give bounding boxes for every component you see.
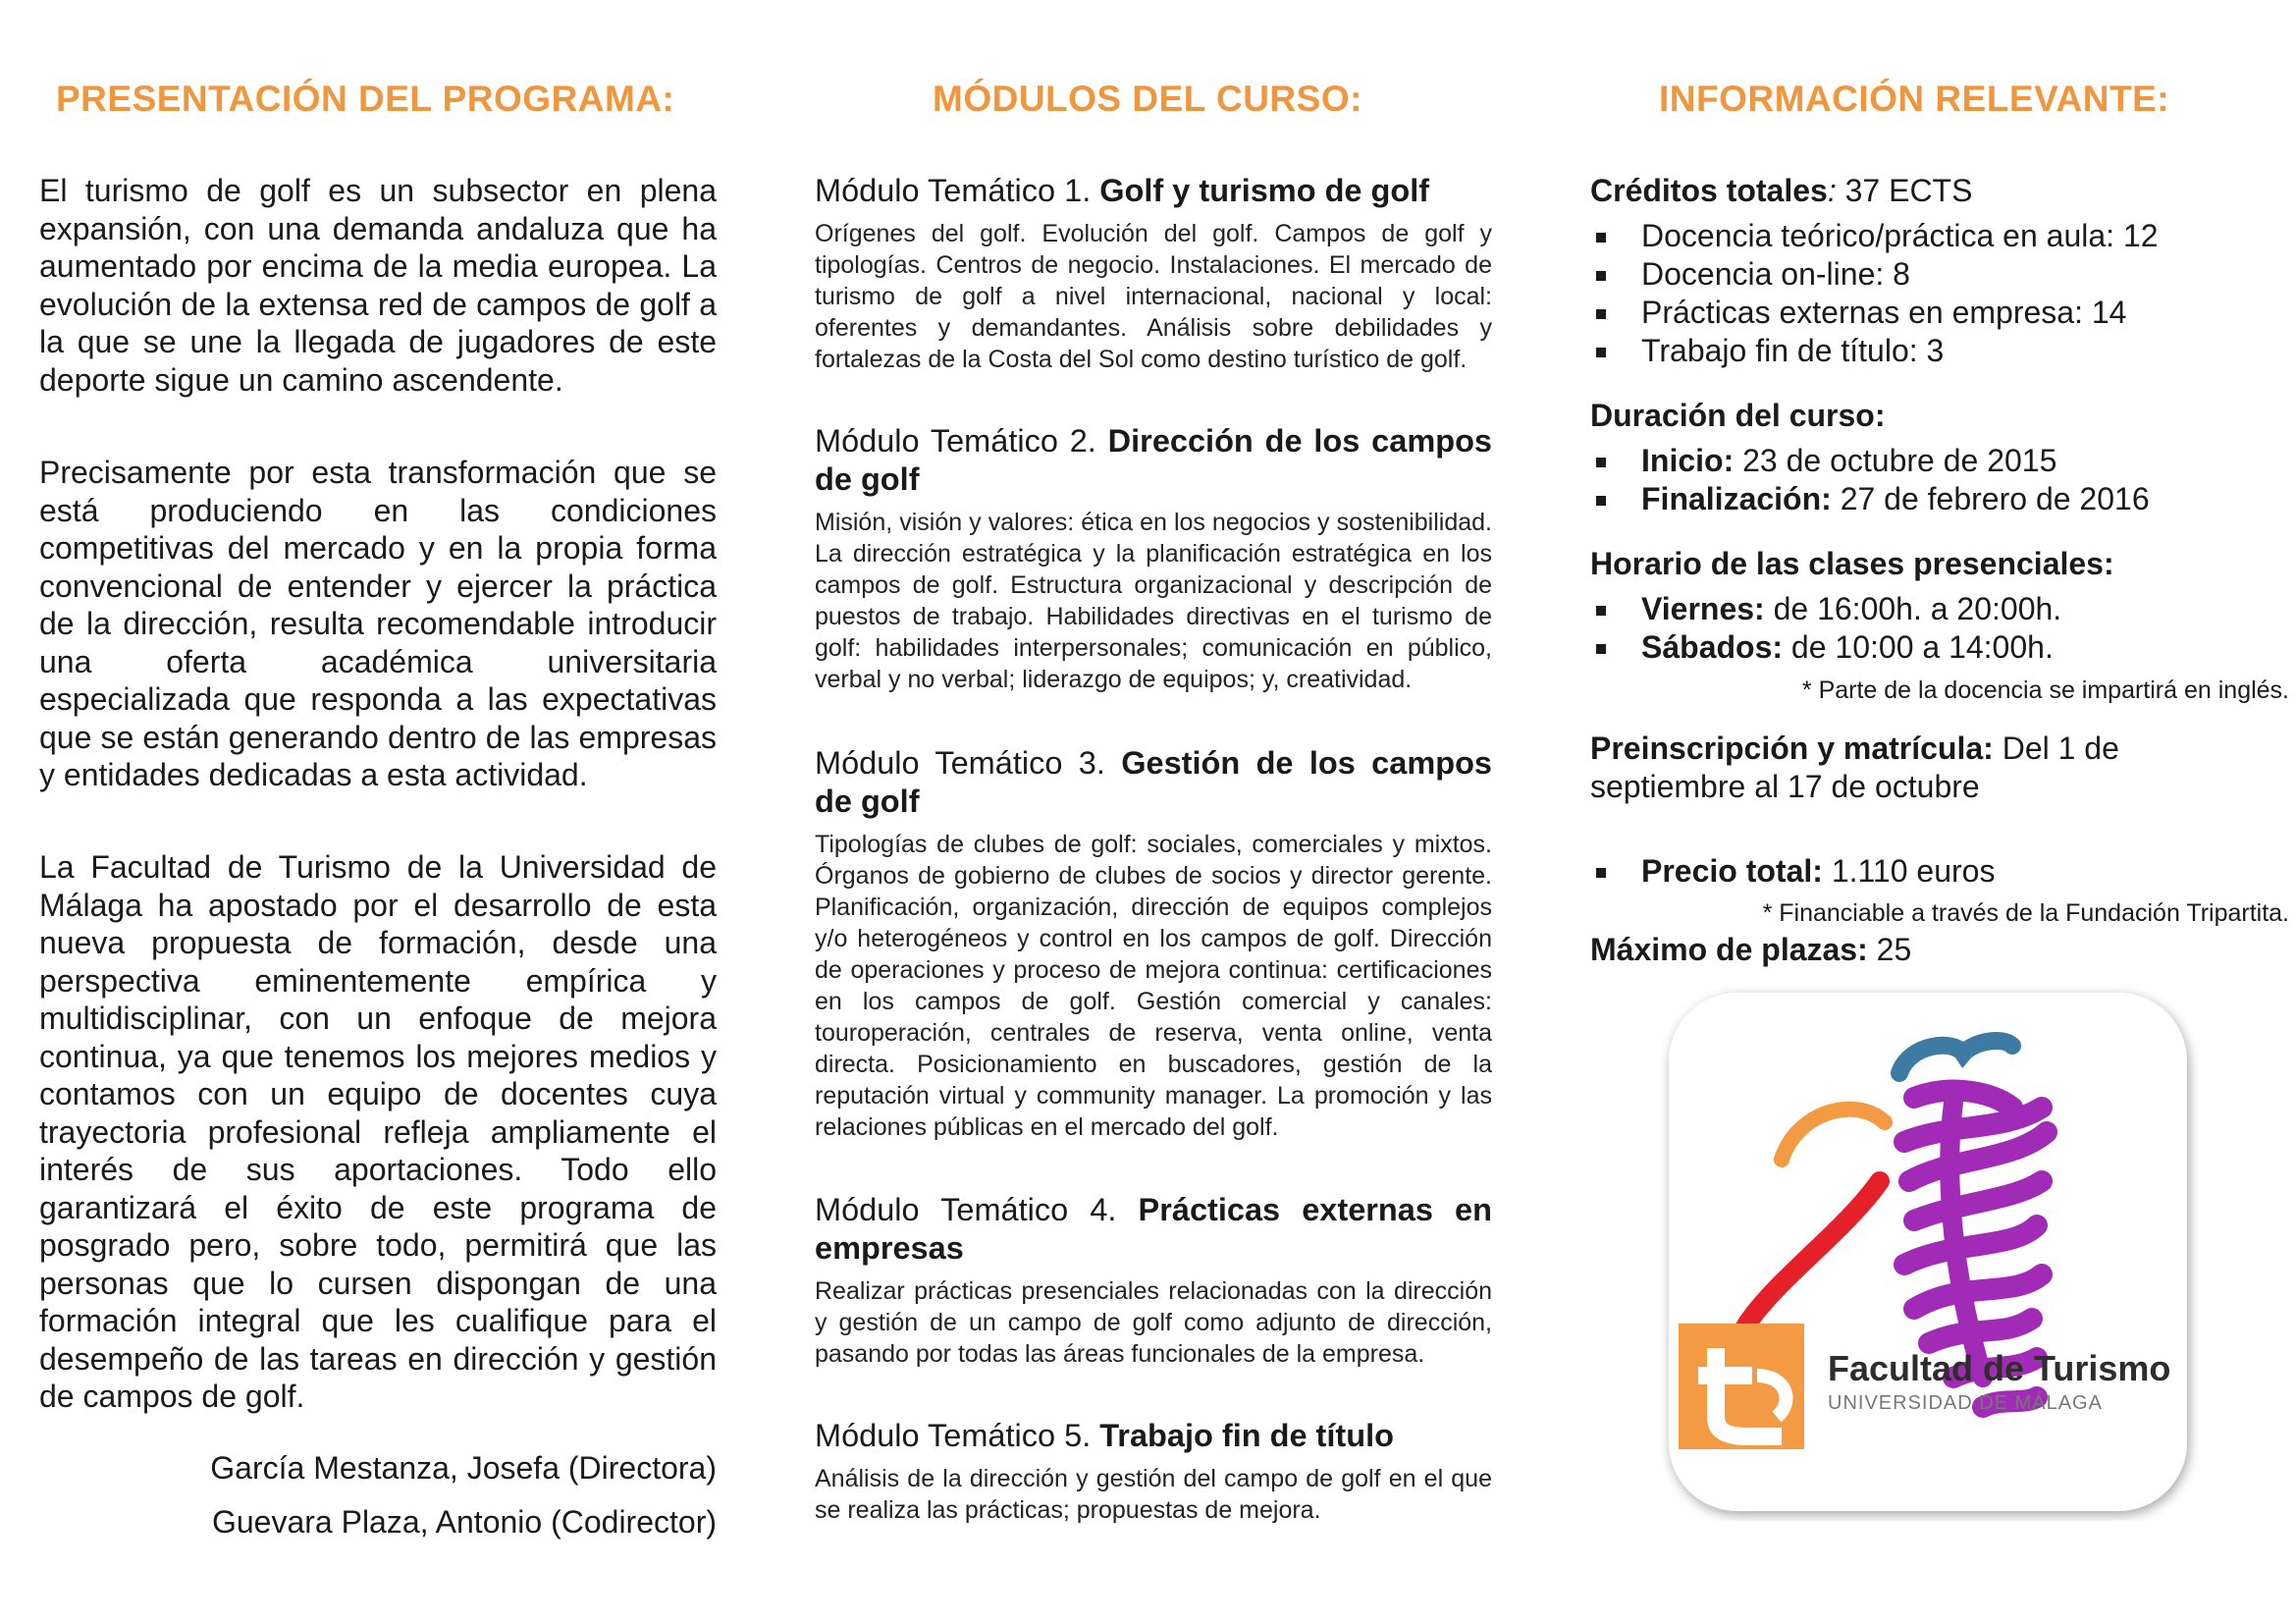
schedule-label: Horario de las clases presenciales:: [1590, 546, 2114, 581]
signature-codirector: Guevara Plaza, Antonio (Codirector): [211, 1504, 717, 1540]
module-2-description: Misión, visión y valores: ética en los negocios y sostenibilidad. La dirección estratégica y la planificación estratégica en los campos de golf. Estructura organizacional y descripción de puestos de trabajo. Habilidades directivas en el turismo de golf: habilidades interpersonales; comunicación en público, verbal y no verbal; liderazgo de equipos; y, creatividad.: [815, 509, 1492, 693]
schedule-saturday: Sábados: de 10:00 a 14:00h.: [1590, 628, 2277, 667]
enrollment-info: Preinscripción y matrícula: Del 1 de septiembre al 17 de octubre: [1590, 731, 2119, 804]
credits-item: Docencia on-line: 8: [1590, 255, 2277, 294]
module-4-title: Módulo Temático 4. Prácticas externas en empresas: [815, 1192, 1492, 1266]
price-note: * Financiable a través de la Fundación Tripartita.: [1762, 899, 2289, 927]
facultad-turismo-logo: [1659, 985, 2199, 1521]
module-3-title: Módulo Temático 3. Gestión de los campos de golf: [815, 745, 1492, 819]
intro-paragraph-3: La Facultad de Turismo de la Universidad de Málaga ha apostado por el desarrollo de esta nueva propuesta de formación, desde una perspectiva eminentemente empírica y multidisciplinar, con un enfoque de mejora continua, ya que tenemos los mejores medios y contamos con un equipo de docentes cuya trayectoria profesional refleja ampliamente el interés de sus aportaciones. Todo ello garantizará el éxito de este programa de posgrado pero, sobre todo, permitirá que las personas que lo cursen dispongan de una formación integral que les cualifique para el desempeño de las tareas en dirección y gestión de campos de golf.: [39, 849, 717, 1414]
module-5-title: Módulo Temático 5. Trabajo fin de título: [815, 1418, 1394, 1453]
info-heading: INFORMACIÓN RELEVANTE:: [1659, 79, 2170, 119]
module-2-title: Módulo Temático 2. Dirección de los campos de golf: [815, 423, 1492, 497]
intro-paragraph-1: El turismo de golf es un subsector en plena expansión, con una demanda andaluza que ha aumentado por encima de la media europea. La evolución de la extensa red de campos de golf a la que se une la llegada de jugadores de este deporte sigue un camino ascendente.: [39, 173, 717, 398]
schedule-friday: Viernes: de 16:00h. a 20:00h.: [1590, 590, 2277, 628]
module-3-description: Tipologías de clubes de golf: sociales, comerciales y mixtos. Órganos de gobierno de clubes de socios y director gerente. Planificación, organización, dirección de equipos complejos y/o heterogéneos y control en los campos de golf. Dirección de operaciones y proceso de mejora continua: certificaciones en los campos de golf. Gestión comercial y canales: touroperación, centrales de reserva, venta online, venta directa. Posicionamiento en buscadores, gestión de la reputación virtual y community manager. La promoción y las relaciones públicas en el mercado del golf.: [815, 831, 1492, 1141]
logo-title: Facultad de Turismo: [1828, 1348, 2171, 1388]
modules-heading: MÓDULOS DEL CURSO:: [933, 79, 1362, 119]
module-1-title: Módulo Temático 1. Golf y turismo de golf: [815, 173, 1430, 208]
signature-director: García Mestanza, Josefa (Directora): [210, 1450, 717, 1486]
schedule-note: * Parte de la docencia se impartirá en inglés.: [1801, 677, 2289, 704]
credits-item: Docencia teórico/práctica en aula: 12: [1590, 217, 2277, 255]
credits-line: Créditos totales: 37 ECTS: [1590, 173, 1973, 208]
module-4-description: Realizar prácticas presenciales relacionadas con la dirección y gestión de un campo de golf como adjunto de dirección, pasando por todas las áreas funcionales de la empresa.: [815, 1277, 1492, 1368]
intro-paragraph-2: Precisamente por esta transformación que se está produciendo en las condiciones competitivas del mercado y en la propia forma convencional de entender y ejercer la práctica de la dirección, resulta recomendable introducir una oferta académica universitaria especializada que responda a las expectativas que se están generando dentro de las empresas y entidades dedicadas a esta actividad.: [39, 455, 717, 792]
max-places: Máximo de plazas: 25: [1590, 932, 1912, 967]
end-date: Finalización: 27 de febrero de 2016: [1590, 480, 2277, 518]
credits-item: Prácticas externas en empresa: 14: [1590, 294, 2277, 332]
total-price: Precio total: 1.110 euros: [1590, 852, 2277, 891]
credits-item: Trabajo fin de título: 3: [1590, 332, 2277, 370]
module-5-description: Análisis de la dirección y gestión del campo de golf en el que se realiza las prácticas; propuestas de mejora.: [815, 1465, 1492, 1524]
presentation-heading: PRESENTACIÓN DEL PROGRAMA:: [56, 79, 675, 119]
logo-subtitle: UNIVERSIDAD DE MÁLAGA: [1828, 1392, 2103, 1414]
duration-label: Duración del curso:: [1590, 398, 1886, 433]
module-1-description: Orígenes del golf. Evolución del golf. Campos de golf y tipologías. Centros de negocio. Instalaciones. El mercado de turismo de golf a nivel internacional, nacional y local: oferentes y demandantes. Análisis sobre debilidades y fortalezas de la Costa del Sol como destino turístico de golf.: [815, 220, 1492, 373]
start-date: Inicio: 23 de octubre de 2015: [1590, 442, 2277, 480]
